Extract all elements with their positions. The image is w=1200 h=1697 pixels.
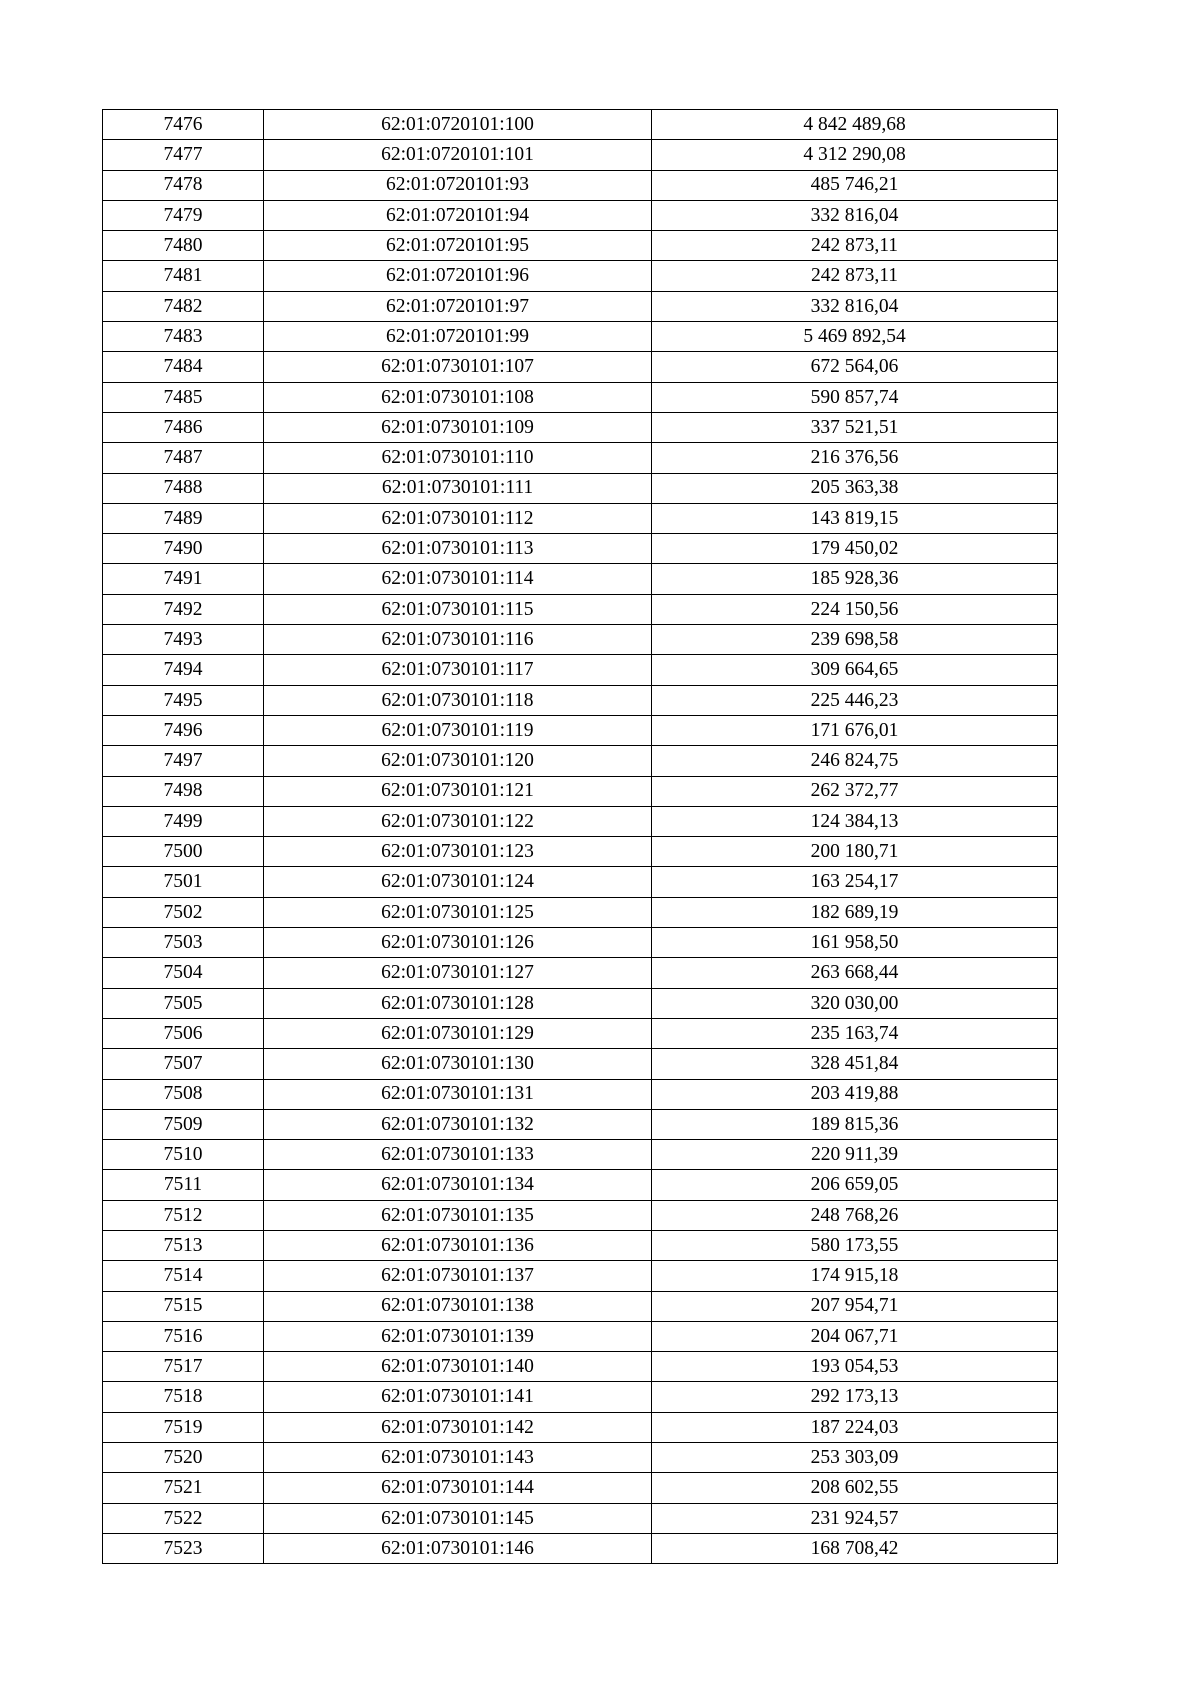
row-number-cell: 7518 — [103, 1382, 264, 1412]
cadastral-number-cell: 62:01:0730101:142 — [264, 1412, 652, 1442]
row-number-cell: 7503 — [103, 928, 264, 958]
cadastral-number-cell: 62:01:0730101:132 — [264, 1109, 652, 1139]
cadastral-value-cell: 189 815,36 — [652, 1109, 1058, 1139]
cadastral-number-cell: 62:01:0730101:140 — [264, 1352, 652, 1382]
cadastral-value-cell: 171 676,01 — [652, 715, 1058, 745]
cadastral-number-cell: 62:01:0730101:124 — [264, 867, 652, 897]
cadastral-value-cell: 225 446,23 — [652, 685, 1058, 715]
cadastral-value-cell: 4 842 489,68 — [652, 110, 1058, 140]
cadastral-number-cell: 62:01:0730101:112 — [264, 503, 652, 533]
cadastral-number-cell: 62:01:0730101:129 — [264, 1018, 652, 1048]
row-number-cell: 7485 — [103, 382, 264, 412]
cadastral-number-cell: 62:01:0730101:141 — [264, 1382, 652, 1412]
cadastral-number-cell: 62:01:0730101:138 — [264, 1291, 652, 1321]
row-number-cell: 7506 — [103, 1018, 264, 1048]
cadastral-value-cell: 235 163,74 — [652, 1018, 1058, 1048]
row-number-cell: 7521 — [103, 1473, 264, 1503]
cadastral-number-cell: 62:01:0730101:145 — [264, 1503, 652, 1533]
row-number-cell: 7479 — [103, 200, 264, 230]
cadastral-number-cell: 62:01:0730101:114 — [264, 564, 652, 594]
row-number-cell: 7508 — [103, 1079, 264, 1109]
row-number-cell: 7488 — [103, 473, 264, 503]
cadastral-value-cell: 182 689,19 — [652, 897, 1058, 927]
cadastral-value-cell: 239 698,58 — [652, 625, 1058, 655]
cadastral-value-cell: 205 363,38 — [652, 473, 1058, 503]
table-row — [103, 625, 1058, 655]
row-number-cell: 7487 — [103, 443, 264, 473]
cadastral-value-cell: 224 150,56 — [652, 594, 1058, 624]
row-number-cell: 7486 — [103, 412, 264, 442]
cadastral-value-cell: 332 816,04 — [652, 291, 1058, 321]
cadastral-number-cell: 62:01:0730101:117 — [264, 655, 652, 685]
cadastral-value-cell: 242 873,11 — [652, 231, 1058, 261]
cadastral-value-table — [102, 109, 1058, 1564]
cadastral-number-cell: 62:01:0730101:134 — [264, 1170, 652, 1200]
table-row — [103, 291, 1058, 321]
row-number-cell: 7516 — [103, 1321, 264, 1351]
cadastral-number-cell: 62:01:0730101:146 — [264, 1533, 652, 1563]
table-row — [103, 503, 1058, 533]
cadastral-value-cell: 248 768,26 — [652, 1200, 1058, 1230]
table-row — [103, 110, 1058, 140]
row-number-cell: 7501 — [103, 867, 264, 897]
row-number-cell: 7483 — [103, 322, 264, 352]
table-row — [103, 1049, 1058, 1079]
row-number-cell: 7514 — [103, 1261, 264, 1291]
row-number-cell: 7481 — [103, 261, 264, 291]
cadastral-number-cell: 62:01:0730101:136 — [264, 1230, 652, 1260]
cadastral-value-cell: 143 819,15 — [652, 503, 1058, 533]
table-row — [103, 746, 1058, 776]
row-number-cell: 7520 — [103, 1443, 264, 1473]
row-number-cell: 7512 — [103, 1200, 264, 1230]
cadastral-number-cell: 62:01:0730101:139 — [264, 1321, 652, 1351]
cadastral-number-cell: 62:01:0730101:113 — [264, 534, 652, 564]
table-row — [103, 261, 1058, 291]
row-number-cell: 7499 — [103, 806, 264, 836]
table-row — [103, 1079, 1058, 1109]
cadastral-number-cell: 62:01:0730101:115 — [264, 594, 652, 624]
table-row — [103, 1170, 1058, 1200]
row-number-cell: 7517 — [103, 1352, 264, 1382]
cadastral-value-cell: 263 668,44 — [652, 958, 1058, 988]
cadastral-value-cell: 179 450,02 — [652, 534, 1058, 564]
table-row — [103, 322, 1058, 352]
table-row — [103, 1533, 1058, 1563]
table-row — [103, 1261, 1058, 1291]
cadastral-value-cell: 590 857,74 — [652, 382, 1058, 412]
table-row — [103, 776, 1058, 806]
table-row — [103, 1412, 1058, 1442]
cadastral-number-cell: 62:01:0730101:120 — [264, 746, 652, 776]
table-row — [103, 1473, 1058, 1503]
cadastral-value-cell: 203 419,88 — [652, 1079, 1058, 1109]
cadastral-number-cell: 62:01:0730101:123 — [264, 837, 652, 867]
cadastral-value-cell: 253 303,09 — [652, 1443, 1058, 1473]
cadastral-number-cell: 62:01:0720101:97 — [264, 291, 652, 321]
cadastral-value-cell: 328 451,84 — [652, 1049, 1058, 1079]
table-row — [103, 170, 1058, 200]
cadastral-value-cell: 4 312 290,08 — [652, 140, 1058, 170]
row-number-cell: 7494 — [103, 655, 264, 685]
row-number-cell: 7500 — [103, 837, 264, 867]
table-row — [103, 958, 1058, 988]
table-row — [103, 928, 1058, 958]
table-row — [103, 412, 1058, 442]
row-number-cell: 7511 — [103, 1170, 264, 1200]
row-number-cell: 7497 — [103, 746, 264, 776]
cadastral-number-cell: 62:01:0730101:108 — [264, 382, 652, 412]
cadastral-value-cell: 206 659,05 — [652, 1170, 1058, 1200]
row-number-cell: 7495 — [103, 685, 264, 715]
cadastral-value-cell: 262 372,77 — [652, 776, 1058, 806]
cadastral-value-cell: 231 924,57 — [652, 1503, 1058, 1533]
table-row — [103, 655, 1058, 685]
table-row — [103, 897, 1058, 927]
cadastral-number-cell: 62:01:0730101:137 — [264, 1261, 652, 1291]
cadastral-number-cell: 62:01:0730101:119 — [264, 715, 652, 745]
cadastral-value-cell: 161 958,50 — [652, 928, 1058, 958]
table-row — [103, 1503, 1058, 1533]
table-row — [103, 867, 1058, 897]
row-number-cell: 7493 — [103, 625, 264, 655]
cadastral-value-cell: 242 873,11 — [652, 261, 1058, 291]
table-row — [103, 352, 1058, 382]
table-row — [103, 140, 1058, 170]
table-row — [103, 231, 1058, 261]
row-number-cell: 7522 — [103, 1503, 264, 1533]
cadastral-value-cell: 204 067,71 — [652, 1321, 1058, 1351]
cadastral-number-cell: 62:01:0730101:122 — [264, 806, 652, 836]
table-row — [103, 594, 1058, 624]
cadastral-number-cell: 62:01:0730101:130 — [264, 1049, 652, 1079]
cadastral-number-cell: 62:01:0730101:109 — [264, 412, 652, 442]
cadastral-number-cell: 62:01:0730101:116 — [264, 625, 652, 655]
cadastral-value-cell: 485 746,21 — [652, 170, 1058, 200]
row-number-cell: 7502 — [103, 897, 264, 927]
cadastral-value-cell: 246 824,75 — [652, 746, 1058, 776]
row-number-cell: 7498 — [103, 776, 264, 806]
cadastral-number-cell: 62:01:0730101:125 — [264, 897, 652, 927]
cadastral-number-cell: 62:01:0730101:111 — [264, 473, 652, 503]
cadastral-value-cell: 337 521,51 — [652, 412, 1058, 442]
cadastral-number-cell: 62:01:0730101:126 — [264, 928, 652, 958]
cadastral-number-cell: 62:01:0730101:127 — [264, 958, 652, 988]
cadastral-value-cell: 207 954,71 — [652, 1291, 1058, 1321]
table-row — [103, 715, 1058, 745]
row-number-cell: 7490 — [103, 534, 264, 564]
cadastral-value-cell: 168 708,42 — [652, 1533, 1058, 1563]
table-row — [103, 1140, 1058, 1170]
cadastral-number-cell: 62:01:0730101:135 — [264, 1200, 652, 1230]
row-number-cell: 7489 — [103, 503, 264, 533]
cadastral-value-cell: 193 054,53 — [652, 1352, 1058, 1382]
row-number-cell: 7480 — [103, 231, 264, 261]
cadastral-value-cell: 672 564,06 — [652, 352, 1058, 382]
table-row — [103, 1230, 1058, 1260]
row-number-cell: 7478 — [103, 170, 264, 200]
cadastral-value-cell: 5 469 892,54 — [652, 322, 1058, 352]
cadastral-value-cell: 208 602,55 — [652, 1473, 1058, 1503]
cadastral-number-cell: 62:01:0730101:133 — [264, 1140, 652, 1170]
table-row — [103, 1443, 1058, 1473]
cadastral-value-cell: 200 180,71 — [652, 837, 1058, 867]
row-number-cell: 7507 — [103, 1049, 264, 1079]
table-row — [103, 1018, 1058, 1048]
row-number-cell: 7491 — [103, 564, 264, 594]
row-number-cell: 7477 — [103, 140, 264, 170]
cadastral-number-cell: 62:01:0730101:118 — [264, 685, 652, 715]
cadastral-value-cell: 185 928,36 — [652, 564, 1058, 594]
cadastral-number-cell: 62:01:0720101:95 — [264, 231, 652, 261]
row-number-cell: 7484 — [103, 352, 264, 382]
table-row — [103, 806, 1058, 836]
cadastral-value-cell: 220 911,39 — [652, 1140, 1058, 1170]
cadastral-number-cell: 62:01:0720101:101 — [264, 140, 652, 170]
row-number-cell: 7504 — [103, 958, 264, 988]
table-row — [103, 988, 1058, 1018]
cadastral-value-cell: 580 173,55 — [652, 1230, 1058, 1260]
table-row — [103, 1352, 1058, 1382]
cadastral-number-cell: 62:01:0720101:100 — [264, 110, 652, 140]
cadastral-number-cell: 62:01:0730101:110 — [264, 443, 652, 473]
table-row — [103, 1321, 1058, 1351]
cadastral-value-cell: 187 224,03 — [652, 1412, 1058, 1442]
table-row — [103, 443, 1058, 473]
table-body — [103, 110, 1058, 1564]
cadastral-number-cell: 62:01:0730101:131 — [264, 1079, 652, 1109]
row-number-cell: 7515 — [103, 1291, 264, 1321]
row-number-cell: 7476 — [103, 110, 264, 140]
cadastral-number-cell: 62:01:0730101:143 — [264, 1443, 652, 1473]
cadastral-value-cell: 124 384,13 — [652, 806, 1058, 836]
table-row — [103, 685, 1058, 715]
cadastral-number-cell: 62:01:0720101:93 — [264, 170, 652, 200]
row-number-cell: 7496 — [103, 715, 264, 745]
cadastral-number-cell: 62:01:0720101:96 — [264, 261, 652, 291]
table-row — [103, 382, 1058, 412]
row-number-cell: 7505 — [103, 988, 264, 1018]
cadastral-number-cell: 62:01:0720101:99 — [264, 322, 652, 352]
cadastral-value-cell: 320 030,00 — [652, 988, 1058, 1018]
cadastral-value-cell: 309 664,65 — [652, 655, 1058, 685]
row-number-cell: 7519 — [103, 1412, 264, 1442]
cadastral-value-cell: 216 376,56 — [652, 443, 1058, 473]
cadastral-number-cell: 62:01:0730101:144 — [264, 1473, 652, 1503]
cadastral-value-cell: 292 173,13 — [652, 1382, 1058, 1412]
table-row — [103, 564, 1058, 594]
row-number-cell: 7509 — [103, 1109, 264, 1139]
table-row — [103, 1200, 1058, 1230]
row-number-cell: 7510 — [103, 1140, 264, 1170]
cadastral-number-cell: 62:01:0730101:107 — [264, 352, 652, 382]
row-number-cell: 7482 — [103, 291, 264, 321]
row-number-cell: 7492 — [103, 594, 264, 624]
table-row — [103, 1382, 1058, 1412]
cadastral-number-cell: 62:01:0720101:94 — [264, 200, 652, 230]
table-row — [103, 837, 1058, 867]
table-row — [103, 473, 1058, 503]
cadastral-number-cell: 62:01:0730101:121 — [264, 776, 652, 806]
cadastral-value-cell: 332 816,04 — [652, 200, 1058, 230]
table-row — [103, 1291, 1058, 1321]
cadastral-value-cell: 174 915,18 — [652, 1261, 1058, 1291]
table-row — [103, 200, 1058, 230]
cadastral-value-cell: 163 254,17 — [652, 867, 1058, 897]
table-row — [103, 534, 1058, 564]
row-number-cell: 7523 — [103, 1533, 264, 1563]
row-number-cell: 7513 — [103, 1230, 264, 1260]
cadastral-number-cell: 62:01:0730101:128 — [264, 988, 652, 1018]
table-row — [103, 1109, 1058, 1139]
